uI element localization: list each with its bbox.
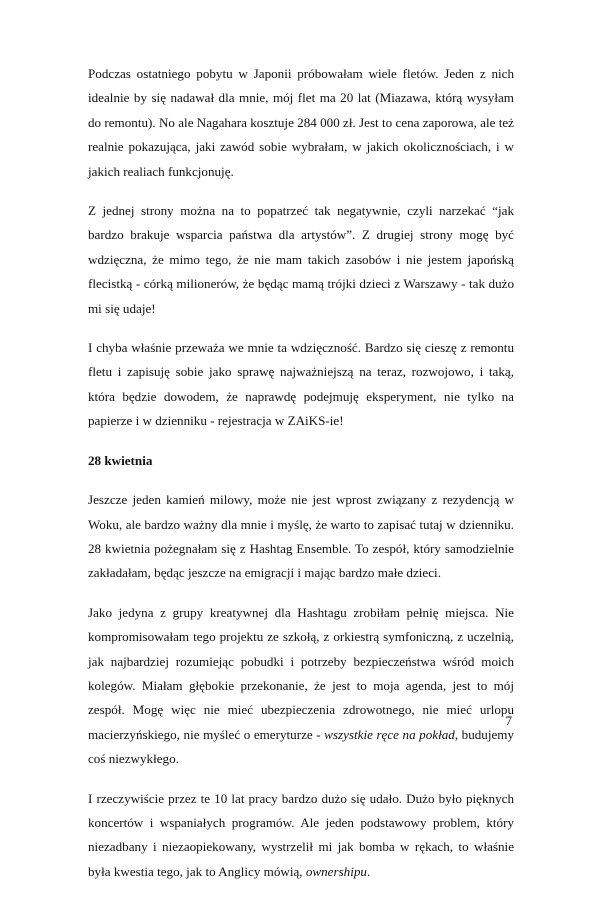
italic-phrase: wszystkie ręce na pokład xyxy=(324,726,455,742)
paragraph-milestone: Jeszcze jeden kamień milowy, może nie jest wprost związany z rezydencją w Woku, ale bardzo ważny dla mnie i myślę, że warto to zapisać tutaj w dzienniku. 28 kwietnia pożegnałam się z Hashtag Ensemble. To zespół, który samodzielnie zakładałam, będąc jeszcze na emigracji i mając bardzo małe dzieci. xyxy=(88,492,514,581)
paragraph-ownership xyxy=(88,787,514,885)
page-number: 7 xyxy=(505,713,512,728)
paragraph-flute-purchase: Podczas ostatniego pobytu w Japonii próbowałam wiele fletów. Jeden z nich idealnie by się nadawał dla mnie, mój flet ma 20 lat (Miazawa, którą wysyłam do remontu). No ale Nagahara kosztuje 284 000 zł. Jest to cena zaporowa, ale też realnie pokazująca, jaki zawód sobie wybrałam, w jakich okolicznościach, i w jakich realiach funkcjonuję. xyxy=(88,66,514,179)
paragraph-zaiks-registration: I chyba właśnie przeważa we mnie ta wdzięczność. Bardzo się cieszę z remontu fletu i zapisuję sobie jako sprawę najważniejszą na teraz, rozwojowo, i taką, która będzie dowodem, że naprawdę podejmuję eksperyment, nie tylko na papierze i w dzienniku - rejestracja w ZAiKS-ie! xyxy=(88,340,514,429)
italic-word: ownershipu xyxy=(305,863,367,879)
paragraph-text: Jako jedyna z grupy kreatywnej dla Hashtagu zrobiłam pełnię miejsca. Nie kompromisowałam tego projektu ze szkołą, z orkiestrą symfoniczną, z uczelnią, jak najbardziej rozumiejąc pobudki i potrzeby bezpieczeństwa wśród moich kolegów. Miałam głębokie przekonanie, że jest to moja agenda, jest to mój zespół. Mogę więc nie mieć ubezpieczenia zdrowotnego, nie mieć urlopu macierzyńskiego, nie myśleć o emeryturze - xyxy=(88,604,514,742)
document-body xyxy=(88,62,514,899)
paragraph-gratitude-perspective: Z jednej strony można na to popatrzeć tak negatywnie, czyli narzekać “jak bardzo brakuje wsparcia państwa dla artystów”. Z drugiej strony mogę być wdzięczna, że mimo tego, że nie mam takich zasobów i nie jestem japońską flecistką - córką milionerów, że będąc mamą trójki dzieci z Warszawy - tak dużo mi się udaje! xyxy=(88,203,514,316)
paragraph-text: , budujemy coś niezwykłego. xyxy=(88,726,515,767)
date-heading: 28 kwietnia xyxy=(88,452,153,468)
paragraph-text: . xyxy=(366,863,371,879)
paragraph-text: I rzeczywiście przez te 10 lat pracy bardzo dużo się udało. Dużo było pięknych koncertów i wspaniałych programów. Ale jeden podstawowy problem, który niezadbany i niezaopiekowany, wystrzelił mi jak bomba w rękach, to właśnie była kwestia tego, jak to Anglicy mówią, xyxy=(88,790,514,879)
paragraph-creative-group xyxy=(88,601,514,772)
